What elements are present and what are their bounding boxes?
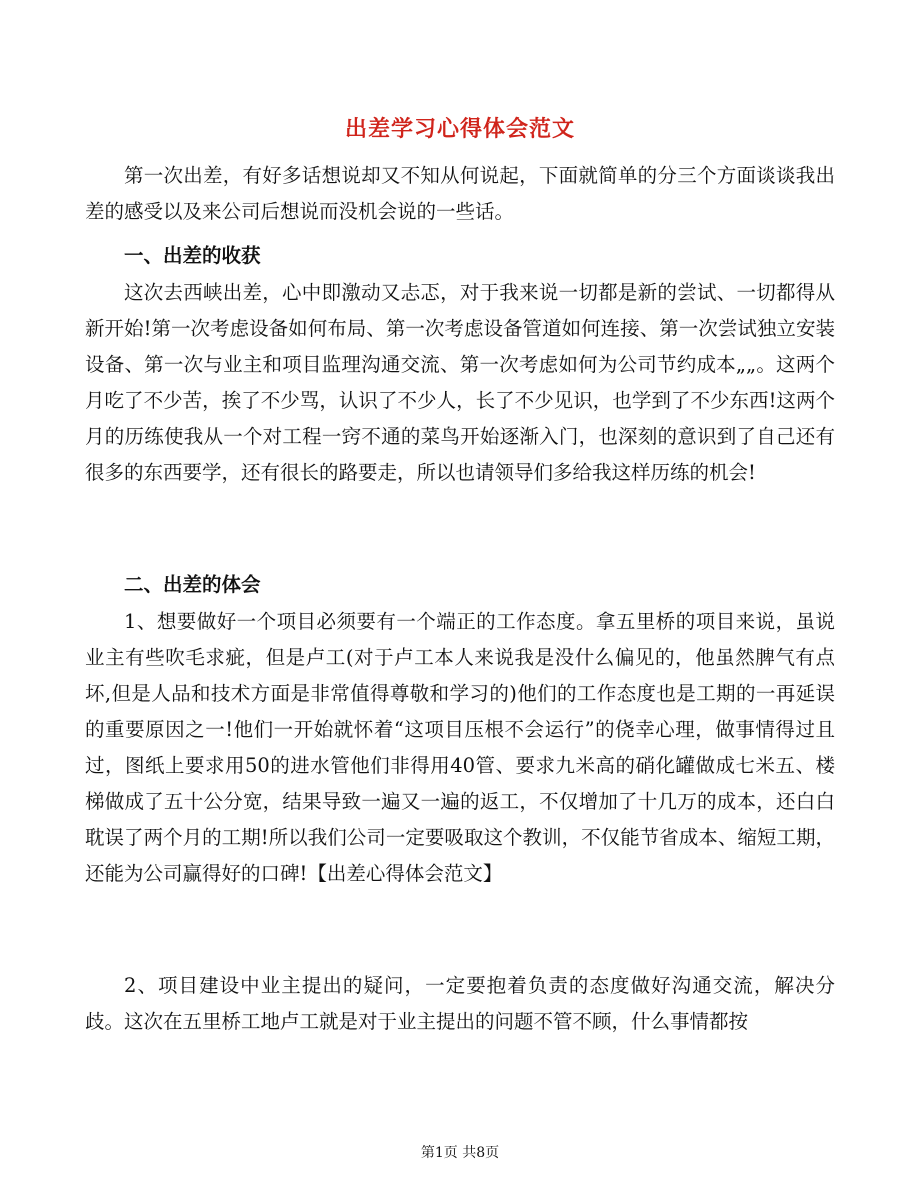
experience-point-1: 1、想要做好一个项目必须要有一个端正的工作态度。拿五里桥的项目来说，虽说业主有些吹毛求疵，但是卢工(对于卢工本人来说我是没什么偏见的，他虽然脾气有点坏,但是人品和技术方面是非常值得尊敬和学习的)他们的工作态度也是工期的一再延误的重要原因之一!他们一开始就怀着“这项目压根不会运行”的侥幸心理，做事情得过且过，图纸上要求用50的进水管他们非得用40管、要求九米高的硝化罐做成七米五、楼梯做成了五十公分宽，结果导致一遍又一遍的返工，不仅增加了十几万的成本，还白白耽误了两个月的工期!所以我们公司一定要吸取这个教训，不仅能节省成本、缩短工期，还能为公司赢得好的口碑!【出差心得体会范文】 (85, 610, 835, 885)
intro-paragraph: 第一次出差，有好多话想说却又不知从何说起，下面就简单的分三个方面谈谈我出差的感受以及来公司后想说而没机会说的一些话。 (85, 164, 835, 223)
page-number-footer: 第1页 共8页 (420, 1145, 500, 1161)
harvest-paragraph: 这次去西峡出差，心中即激动又忐忑，对于我来说一切都是新的尝试、一切都得从新开始!第一次考虑设备如何布局、第一次考虑设备管道如何连接、第一次尝试独立安装设备、第一次与业主和项目监理沟通交流、第一次考虑如何为公司节约成本„„。这两个月吃了不少苦，挨了不少骂，认识了不少人，长了不少见识，也学到了不少东西!这两个月的历练使我从一个对工程一窍不通的菜鸟开始逐渐入门，也深刻的意识到了自己还有很多的东西要学，还有很长的路要走，所以也请领导们多给我这样历练的机会! (85, 281, 835, 484)
experience-point-2: 2、项目建设中业主提出的疑问，一定要抱着负责的态度做好沟通交流，解决分歧。这次在五里桥工地卢工就是对于业主提出的问题不管不顾，什么事情都按 (85, 974, 835, 1033)
document-title: 出差学习心得体会范文 (344, 117, 575, 142)
section-heading-harvest: 一、出差的收获 (124, 244, 261, 267)
section-heading-experience: 二、出差的体会 (124, 573, 261, 596)
